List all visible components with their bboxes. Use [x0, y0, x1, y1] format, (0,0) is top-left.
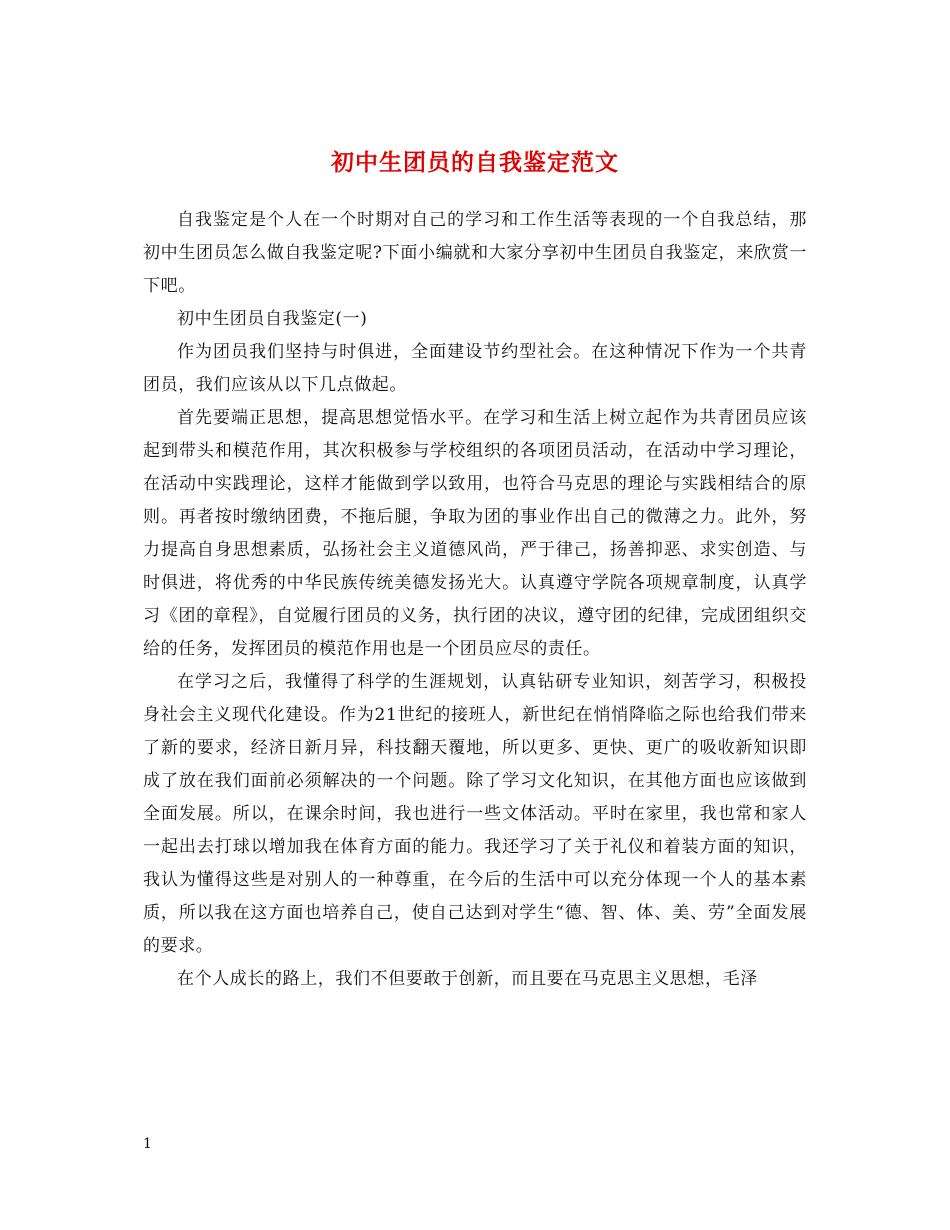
section-heading: 初中生团员自我鉴定(一) [177, 309, 368, 329]
page-number: 1 [143, 1136, 152, 1152]
paragraph: 在个人成长的路上，我们不但要敢于创新，而且要在马克思主义思想，毛泽 [177, 969, 758, 989]
paragraph: 在学习之后，我懂得了科学的生涯规划，认真钻研专业知识，刻苦学习，积极投身社会主义现代化建设。作为21世纪的接班人，新世纪在悄悄降临之际也给我们带来了新的要求，经济日新月异，科技翻天覆地，所以更多、更快、更广的吸收新知识即成了放在我们面前必须解决的一个问题。除了学习文化知识，在其他方面也应该做到全面发展。所以，在课余时间，我也进行一些文体活动。平时在家里，我也常和家人一起出去打球以增加我在体育方面的能力。我还学习了关于礼仪和着装方面的知识，我认为懂得这些是对别人的一种尊重，在今后的生活中可以充分体现一个人的基本素质，所以我在这方面也培养自己，使自己达到对学生“德、智、体、美、劳”全面发展的要求。 [143, 672, 807, 956]
paragraph: 首先要端正思想，提高思想觉悟水平。在学习和生活上树立起作为共青团员应该起到带头和模范作用，其次积极参与学校组织的各项团员活动，在活动中学习理论，在活动中实践理论，这样才能做到学以致用，也符合马克思的理论与实践相结合的原则。再者按时缴纳团费，不拖后腿，争取为团的事业作出自己的微薄之力。此外，努力提高自身思想素质，弘扬社会主义道德风尚，严于律己，扬善抑恶、求实创造、与时俱进，将优秀的中华民族传统美德发扬光大。认真遵守学院各项规章制度，认真学习《团的章程》，自觉履行团员的义务，执行团的决议，遵守团的纪律，完成团组织交给的任务，发挥团员的模范作用也是一个团员应尽的责任。 [143, 408, 807, 659]
document-body [143, 204, 807, 996]
paragraph-intro: 自我鉴定是个人在一个时期对自己的学习和工作生活等表现的一个自我总结，那初中生团员怎么做自我鉴定呢?下面小编就和大家分享初中生团员自我鉴定，来欣赏一下吧。 [143, 210, 807, 296]
page-title: 初中生团员的自我鉴定范文 [331, 149, 619, 177]
paragraph: 作为团员我们坚持与时俱进，全面建设节约型社会。在这种情况下作为一个共青团员，我们应该从以下几点做起。 [143, 342, 807, 395]
